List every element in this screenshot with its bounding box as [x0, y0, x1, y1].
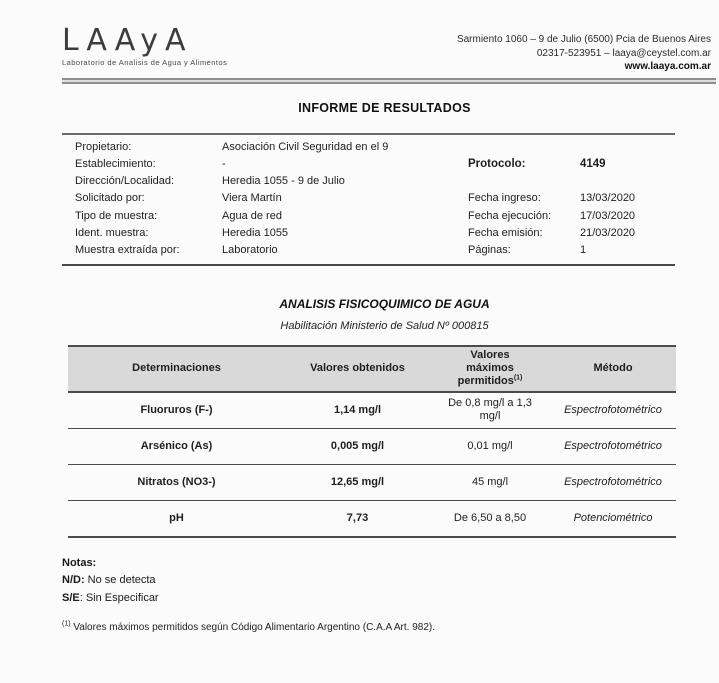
contact-block [457, 26, 711, 74]
table-row-fluoruros [68, 393, 676, 429]
footnote-text: Valores máximos permitidos según Código Alimentario Argentino (C.A.A Art. 982). [70, 622, 435, 634]
info-label-right: Fecha ingreso: [468, 192, 541, 205]
info-label: Dirección/Localidad: [75, 175, 175, 188]
results-table [68, 345, 676, 538]
column-header-valores-maximos-text: Valores máximos permitidos [457, 349, 514, 388]
logo-block [62, 23, 228, 67]
cell-method: Espectrofotométrico [564, 403, 662, 416]
footnote-marker: (1) [62, 620, 71, 628]
cell-obtained-value: 12,65 mg/l [330, 475, 385, 488]
table-row-nitratos [68, 465, 676, 501]
logo: LAAyA [62, 23, 193, 58]
info-label-right: Fecha emisión: [468, 226, 543, 239]
info-value-right: 21/03/2020 [580, 226, 636, 239]
cell-obtained-value: 1,14 mg/l [333, 403, 382, 416]
info-label: Muestra extraída por: [75, 244, 180, 257]
info-value-right: 17/03/2020 [580, 209, 636, 222]
info-label: Establecimiento: [75, 157, 156, 170]
info-value: Viera Martín [222, 192, 282, 205]
note-text: No se detecta [84, 574, 156, 587]
cell-determination: Arsénico (As) [140, 439, 213, 452]
info-label: Solicitado por: [75, 192, 145, 205]
cell-max-allowed: De 6,50 a 8,50 [453, 511, 527, 524]
info-value-right [580, 173, 675, 190]
cell-method: Potenciométrico [573, 511, 653, 524]
info-label-right [468, 173, 580, 190]
cell-determination: Fluoruros (F-) [140, 403, 213, 416]
column-header-valores-obtenidos: Valores obtenidos [310, 362, 405, 375]
info-label: Propietario: [75, 140, 132, 153]
cell-determination: Nitratos (NO3-) [137, 475, 216, 488]
table-row-ph [68, 501, 676, 538]
notes-block [62, 555, 716, 608]
column-header-valores-maximos [430, 347, 550, 390]
note-item-nd [62, 572, 716, 590]
table-row-arsenico [68, 429, 676, 465]
page-header [62, 23, 716, 74]
info-value: Heredia 1055 [222, 226, 289, 239]
results-table-header [68, 345, 676, 393]
notes-heading: Notas: [62, 556, 97, 569]
cell-determination: pH [169, 511, 184, 524]
info-label-right: Fecha ejecución: [468, 209, 552, 222]
cell-max-allowed: De 0,8 mg/l a 1,3 mg/l [448, 397, 532, 423]
info-value: - [222, 157, 226, 170]
note-item-se [62, 590, 716, 608]
cell-obtained-value: 0,005 mg/l [330, 439, 385, 452]
protocol-value: 4149 [580, 157, 606, 170]
footnote-marker: (1) [513, 374, 523, 382]
note-term: S/E [62, 591, 80, 604]
contact-address: Sarmiento 1060 – 9 de Julio (6500) Pcia de Buenos Aires [456, 34, 711, 45]
info-value: Asociación Civil Seguridad en el 9 [222, 140, 389, 153]
contact-phone-email: 02317-523951 – laaya@ceystel.com.ar [536, 47, 711, 59]
info-value-right: 1 [580, 244, 587, 257]
info-label: Tipo de muestra: [75, 209, 158, 222]
column-header-determinaciones: Determinaciones [132, 362, 221, 375]
info-label-right [468, 139, 580, 156]
sample-info-grid [75, 139, 675, 260]
analysis-section-title: ANALISIS FISICOQUIMICO DE AGUA [279, 296, 490, 311]
cell-max-allowed: 45 mg/l [471, 475, 509, 488]
info-label: Ident. muestra: [75, 226, 149, 239]
cell-max-allowed: 0,01 mg/l [467, 439, 513, 452]
info-value-right [580, 139, 675, 156]
cell-obtained-value: 7,73 [346, 511, 369, 524]
footnote [62, 622, 716, 633]
info-value-right: 13/03/2020 [580, 192, 636, 205]
note-term: N/D: [62, 574, 85, 587]
report-title: INFORME DE RESULTADOS [298, 100, 471, 115]
info-label-right: Páginas: [468, 244, 511, 257]
analysis-section-subtitle: Habilitación Ministerio de Salud Nº 000815 [280, 319, 489, 332]
cell-method: Espectrofotométrico [564, 475, 662, 488]
cell-method: Espectrofotométrico [564, 439, 662, 452]
note-text: : Sin Especificar [79, 591, 159, 604]
info-value: Agua de red [222, 209, 282, 222]
header-divider [62, 78, 716, 84]
info-value: Heredia 1055 - 9 de Julio [222, 175, 345, 188]
contact-website: www.laaya.com.ar [624, 61, 711, 72]
protocol-label: Protocolo: [468, 157, 526, 170]
sample-info-table [62, 133, 675, 266]
info-value: Laboratorio [222, 244, 278, 257]
column-header-metodo: Método [593, 362, 633, 375]
logo-tagline: Laboratorio de Analisis de Agua y Alimentos [62, 58, 228, 67]
